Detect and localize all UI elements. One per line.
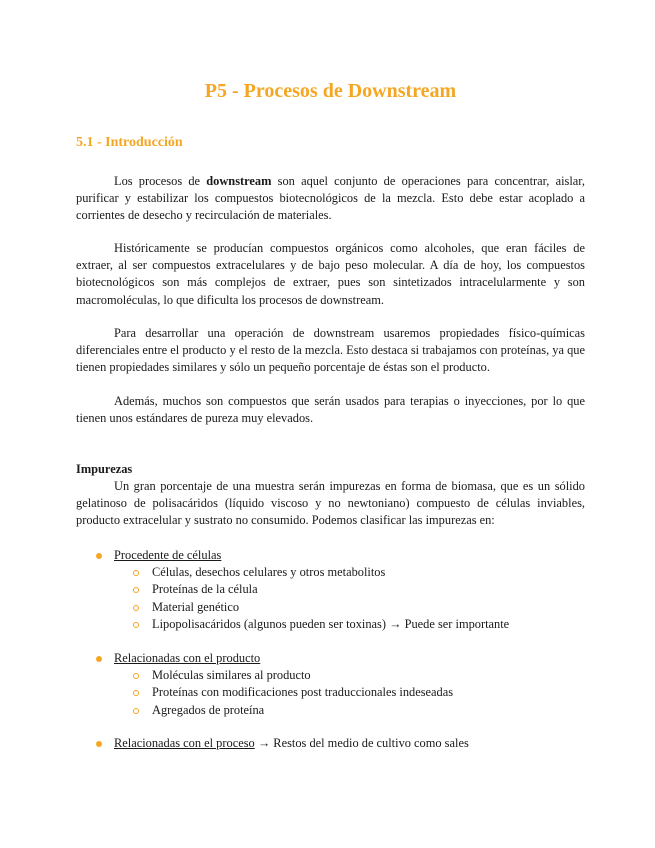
sub-list-item [76, 702, 585, 719]
sub-list-item [76, 667, 585, 684]
sub-list-item [76, 581, 585, 598]
sub-list-item-text: Agregados de proteína [152, 702, 265, 717]
paragraph-impurezas: Un gran porcentaje de una muestra serán impurezas en forma de biomasa, que es un sólido gelatinoso de polisacáridos (líquido viscoso y no newtoniano) compuesto de células inviables, producto extracelular y sustrato no consumido. Podemos clasificar las impurezas en: [76, 479, 585, 528]
list-item-label: Relacionadas con el producto [114, 651, 261, 665]
bullet-circle-icon [133, 708, 139, 714]
bullet-dot-icon [96, 741, 102, 747]
list-item-suffix: → Restos del medio de cultivo como sales [254, 736, 469, 750]
sub-list-item [76, 616, 585, 633]
bullet-circle-icon [133, 622, 139, 628]
sub-list-item-text: Material genético [152, 599, 240, 614]
bullet-circle-icon [133, 690, 139, 696]
paragraph-properties: Para desarrollar una operación de downstream usaremos propiedades físico-químicas diferenciales entre el producto y el resto de la mezcla. Esto destaca si trabajamos con proteínas, ya que tienen propiedades similares y sólo un pequeño porcentaje de éstas son el producto. [76, 326, 585, 375]
intro-text-end: son aquel conjunto de operaciones para concentrar, aislar, purificar y estabilizar los compuestos biotecnológicos de la mezcla. Esto debe estar acoplado a corrientes de desecho y recirculación de materiales. [76, 174, 585, 223]
section-heading: 5.1 - Introducción [76, 135, 183, 150]
bullet-dot-icon [96, 656, 102, 662]
list-item-label: Relacionadas con el proceso [114, 736, 255, 750]
list-item [76, 650, 585, 667]
list-item [76, 547, 585, 564]
intro-text-start: Los procesos de [114, 174, 207, 188]
bullet-circle-icon [133, 605, 139, 611]
sub-list-item [76, 599, 585, 616]
intro-bold-term: downstream [206, 174, 272, 188]
paragraph-history: Históricamente se producían compuestos orgánicos como alcoholes, que eran fáciles de extraer, al ser compuestos extracelulares y de bajo peso molecular. A día de hoy, los compuestos biotecnológicos son más complejos de extraer, pues son sintetizados intracelularmente y son macromoléculas, lo que dificulta los procesos de downstream. [76, 241, 585, 307]
sub-list-item-text: Proteínas de la célula [152, 582, 258, 597]
paragraph-intro [76, 173, 585, 225]
document-title: P5 - Procesos de Downstream [204, 80, 457, 102]
sub-list-item-text: Células, desechos celulares y otros metabolitos [152, 565, 386, 580]
bullet-dot-icon [96, 553, 102, 559]
list-item-label: Procedente de células [114, 548, 222, 562]
impurezas-heading: Impurezas [76, 462, 133, 476]
paragraph-purity: Además, muchos son compuestos que serán usados para terapias o inyecciones, por lo que tienen unos estándares de pureza muy elevados. [76, 394, 585, 426]
bullet-circle-icon [133, 673, 139, 679]
sub-list-item-text: Lipopolisacáridos (algunos pueden ser toxinas) → Puede ser importante [152, 616, 510, 631]
bullet-group-cells [76, 547, 585, 633]
list-item [76, 735, 585, 752]
bullet-circle-icon [133, 570, 139, 576]
bullet-group-product [76, 650, 585, 719]
sub-list-item-text: Moléculas similares al producto [152, 668, 311, 683]
bullet-group-process [76, 735, 585, 752]
bullet-circle-icon [133, 587, 139, 593]
sub-list-item [76, 684, 585, 701]
sub-list-item-text: Proteínas con modificaciones post traduccionales indeseadas [152, 685, 454, 700]
sub-list-item [76, 564, 585, 581]
